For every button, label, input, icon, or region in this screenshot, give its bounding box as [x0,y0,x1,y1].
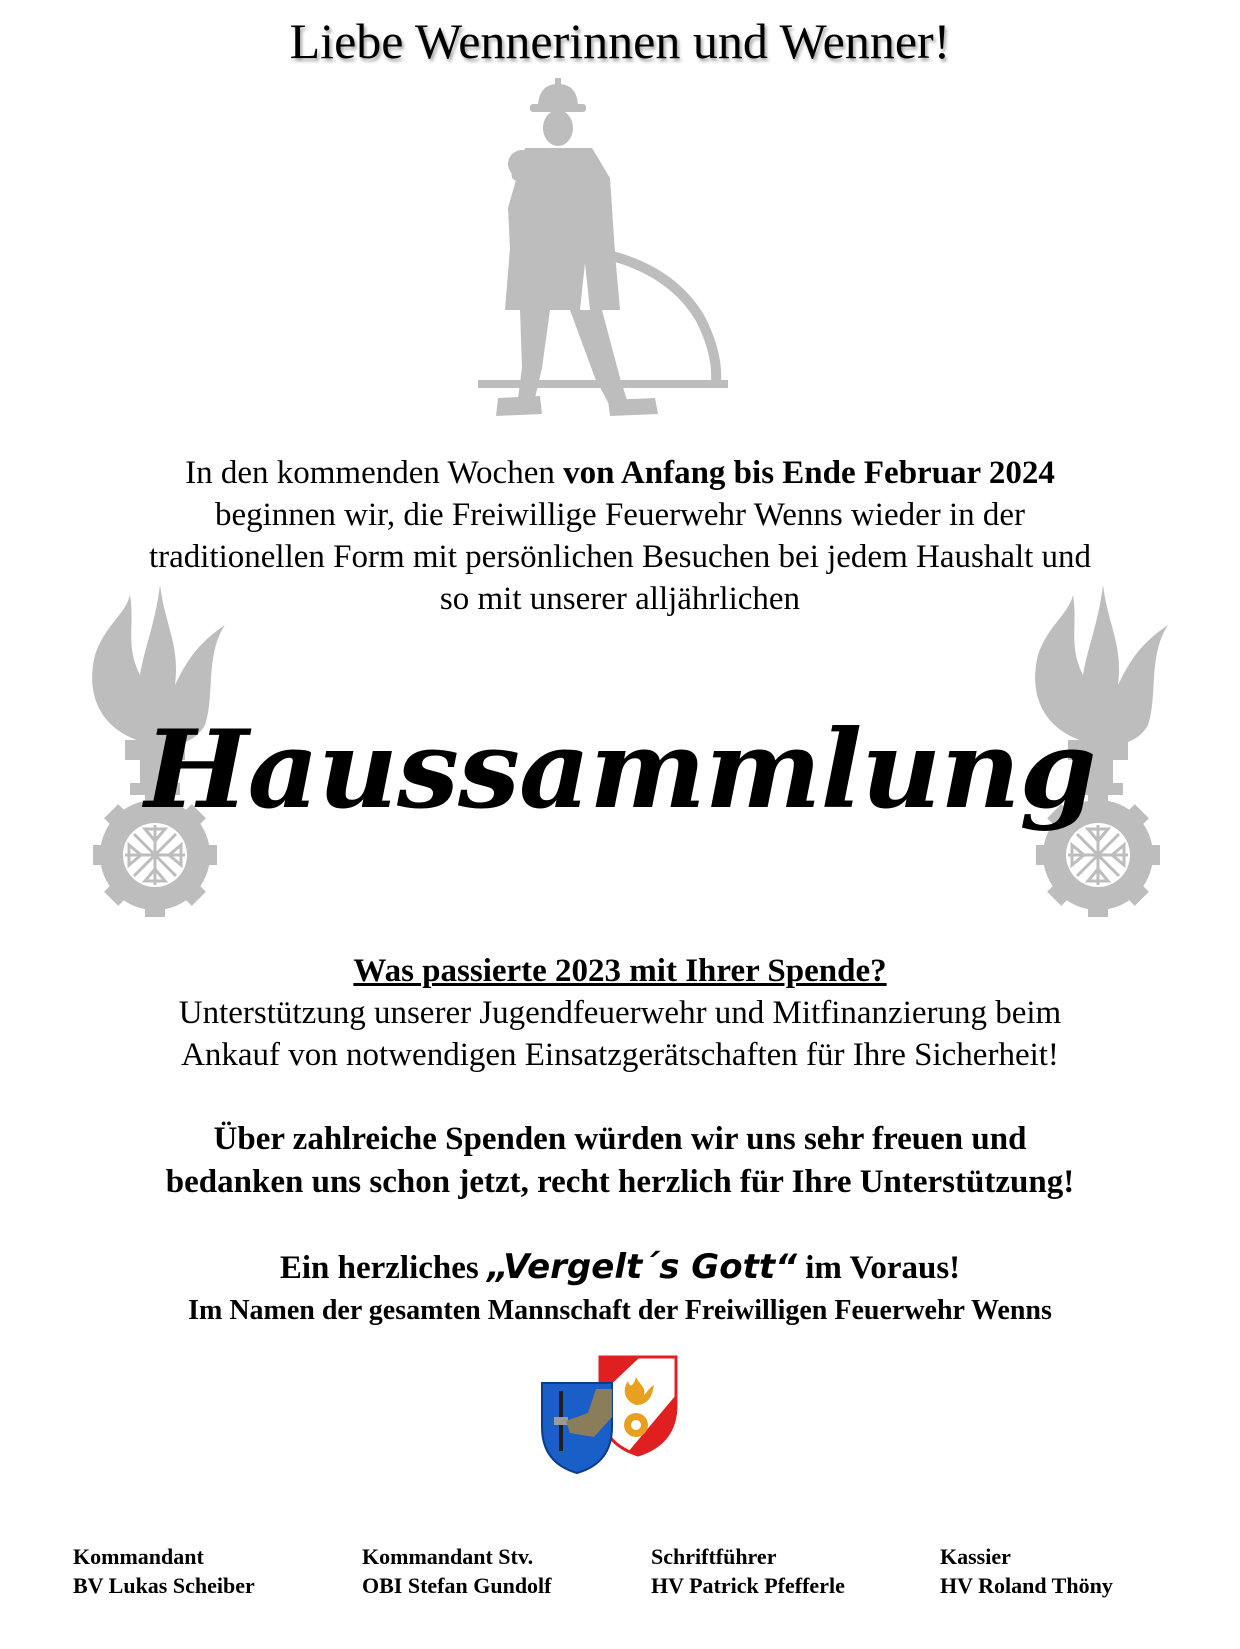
greeting-heading: Liebe Wennerinnen und Wenner! [289,13,951,69]
firefighter-illustration [470,78,760,424]
officer-name: OBI Stefan Gundolf [362,1573,552,1598]
coat-of-arms-icon [540,1355,680,1475]
signature-line: Im Namen der gesamten Mannschaft der Freiwilligen Feuerwehr Wenns [188,1295,1052,1326]
donation-answer-line-2: Ankauf von notwendigen Einsatzgerätschaften für Ihre Sicherheit! [181,1037,1059,1073]
officer-schriftfuehrer [651,1542,845,1600]
officer-kommandant [73,1542,255,1600]
appeal-paragraph [0,1118,1240,1204]
appeal-line-1: Über zahlreiche Spenden würden wir uns sehr freuen und [213,1121,1027,1157]
officer-role: Schriftführer [651,1544,777,1569]
main-title: Haussammlung [144,707,1096,833]
officer-role: Kommandant Stv. [362,1544,534,1569]
donation-answer [0,992,1240,1076]
officer-name: HV Patrick Pfefferle [651,1573,845,1598]
officer-kassier [940,1542,1113,1600]
officer-name: HV Roland Thöny [940,1573,1113,1598]
officer-kommandant-stv [362,1542,552,1600]
intro-line-1: In den kommenden Wochen von Anfang bis Ende Februar 2024 [185,455,1055,491]
donation-question: Was passierte 2023 mit Ihrer Spende? [353,953,887,989]
intro-line-2: beginnen wir, die Freiwillige Feuerwehr Wenns wieder in der [214,497,1026,533]
donation-answer-line-1: Unterstützung unserer Jugendfeuerwehr und Mitfinanzierung beim [178,995,1062,1031]
officer-role: Kassier [940,1544,1011,1569]
intro-date-range: von Anfang bis Ende Februar 2024 [563,455,1055,491]
officer-name: BV Lukas Scheiber [73,1573,255,1598]
appeal-line-2: bedanken uns schon jetzt, recht herzlich für Ihre Unterstützung! [165,1164,1075,1200]
thanks-line: Ein herzliches „Vergelt´s Gott“ im Voraus! [279,1247,961,1287]
intro-line-4: so mit unserer alljährlichen [439,581,801,617]
vergelts-gott-text: „Vergelt´s Gott“ [486,1247,797,1287]
officer-role: Kommandant [73,1544,204,1569]
intro-line-3: traditionellen Form mit persönlichen Besuchen bei jedem Haushalt und [148,539,1092,575]
